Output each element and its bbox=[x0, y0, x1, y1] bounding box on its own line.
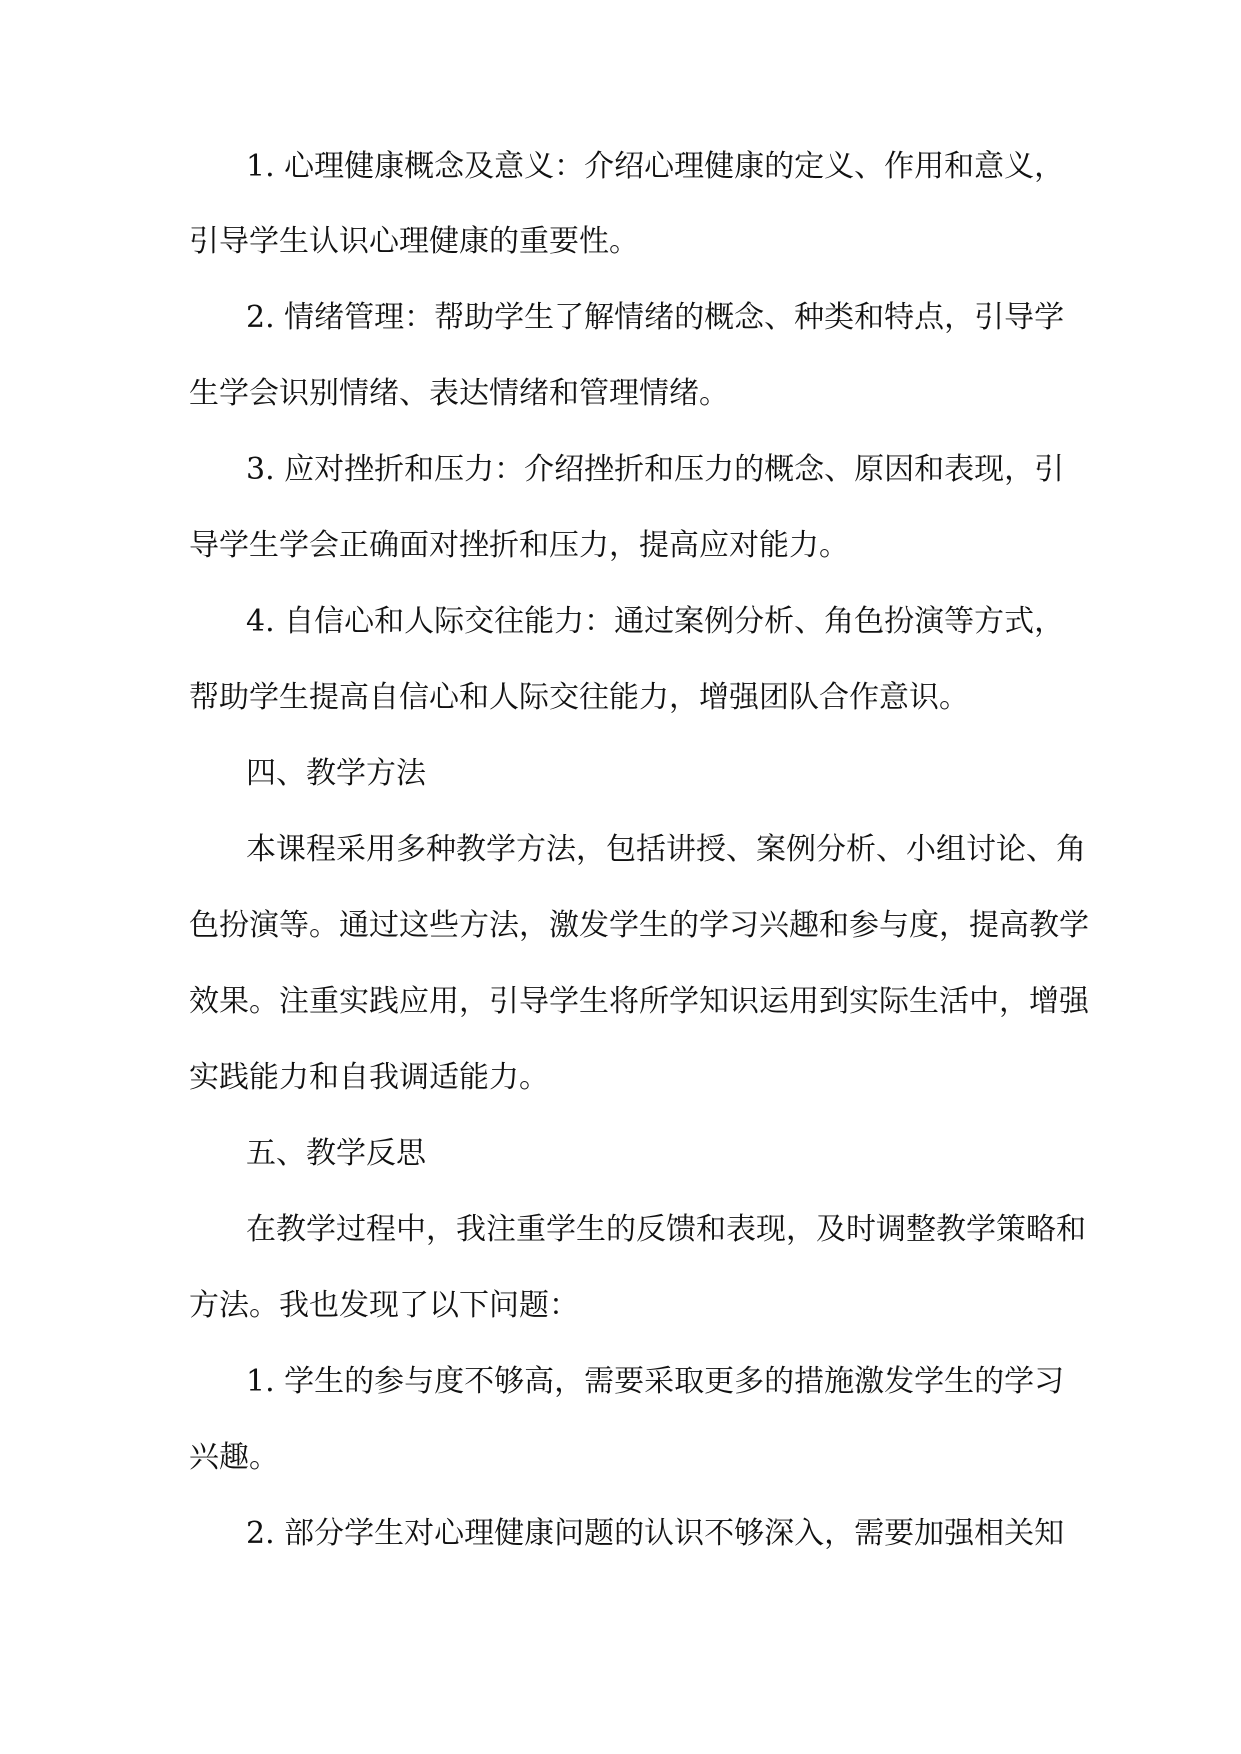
list-item-1-line-1: 1. 心理健康概念及意义：介绍心理健康的定义、作用和意义， bbox=[246, 149, 1065, 184]
section-heading-teaching-methods: 四、教学方法 bbox=[246, 756, 426, 791]
list-item-2-line-1: 2. 情绪管理：帮助学生了解情绪的概念、种类和特点，引导学 bbox=[246, 300, 1065, 335]
list-item-3-line-1: 3. 应对挫折和压力：介绍挫折和压力的概念、原因和表现，引 bbox=[246, 452, 1065, 487]
section-heading-teaching-reflection: 五、教学反思 bbox=[246, 1136, 426, 1171]
paragraph-methods-line-1: 本课程采用多种教学方法，包括讲授、案例分析、小组讨论、角 bbox=[246, 832, 1086, 867]
paragraph-methods-line-4: 实践能力和自我调适能力。 bbox=[189, 1060, 549, 1095]
issue-item-1-line-1: 1. 学生的参与度不够高，需要采取更多的措施激发学生的学习 bbox=[246, 1364, 1065, 1399]
paragraph-methods-line-2: 色扮演等。通过这些方法，激发学生的学习兴趣和参与度，提高教学 bbox=[189, 908, 1089, 943]
list-item-4-line-2: 帮助学生提高自信心和人际交往能力，增强团队合作意识。 bbox=[189, 680, 969, 715]
issue-item-1-line-2: 兴趣。 bbox=[189, 1440, 279, 1475]
paragraph-methods-line-3: 效果。注重实践应用，引导学生将所学知识运用到实际生活中，增强 bbox=[189, 984, 1089, 1019]
issue-item-2-line-1: 2. 部分学生对心理健康问题的认识不够深入，需要加强相关知 bbox=[246, 1516, 1065, 1551]
paragraph-reflection-line-2: 方法。我也发现了以下问题： bbox=[189, 1288, 579, 1323]
list-item-3-line-2: 导学生学会正确面对挫折和压力，提高应对能力。 bbox=[189, 528, 849, 563]
list-item-1-line-2: 引导学生认识心理健康的重要性。 bbox=[189, 224, 639, 259]
list-item-2-line-2: 生学会识别情绪、表达情绪和管理情绪。 bbox=[189, 376, 729, 411]
list-item-4-line-1: 4. 自信心和人际交往能力：通过案例分析、角色扮演等方式， bbox=[246, 604, 1065, 639]
paragraph-reflection-line-1: 在教学过程中，我注重学生的反馈和表现，及时调整教学策略和 bbox=[246, 1212, 1086, 1247]
